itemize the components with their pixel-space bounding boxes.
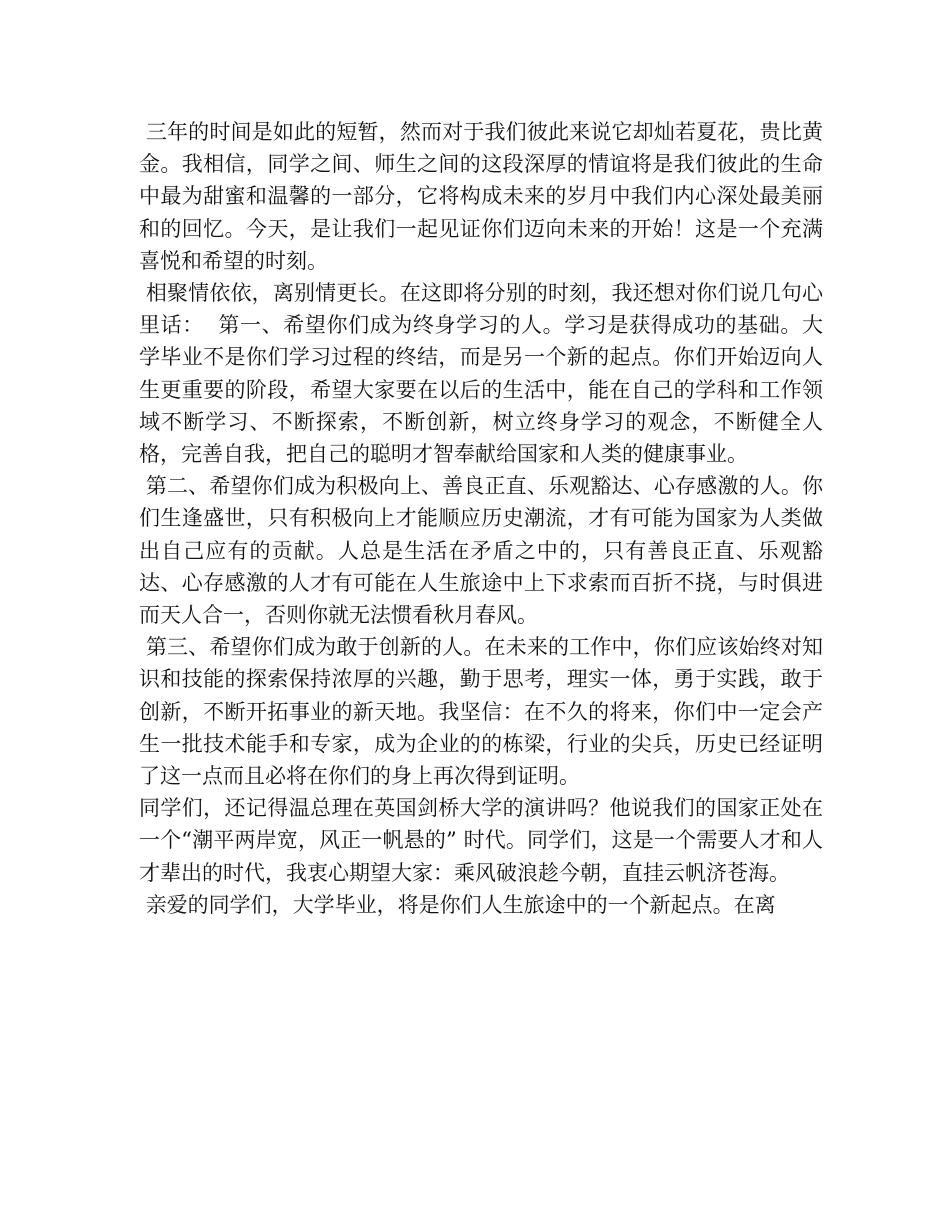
paragraph-2: 相聚情依依，离别情更长。在这即将分别的时刻，我还想对你们说几句心里话： 第一、希望你们成为终身学习的人。学习是获得成功的基础。大学毕业不是你们学习过程的终结，而是另一个新的起点。你们开始迈向人生更重要的阶段，希望大家要在以后的生活中，能在自己的学科和工作领域不断学习、不断探索，不断创新，树立终身学习的观念，不断健全人格，完善自我，把自己的聪明才智奉献给国家和人类的健康事业。 xyxy=(139,281,823,467)
paragraph-1: 三年的时间是如此的短暂，然而对于我们彼此来说它却灿若夏花，贵比黄金。我相信，同学之间、师生之间的这段深厚的情谊将是我们彼此的生命中最为甜蜜和温馨的一部分，它将构成未来的岁月中我们内心深处最美丽和的回忆。今天，是让我们一起见证你们迈向未来的开始！这是一个充满喜悦和希望的时刻。 xyxy=(139,120,823,273)
paragraph-3: 第二、希望你们成为积极向上、善良正直、乐观豁达、心存感激的人。你们生逢盛世，只有积极向上才能顺应历史潮流，才有可能为国家为人类做出自己应有的贡献。人总是生活在矛盾之中的，只有善良正直、乐观豁达、心存感激的人才有可能在人生旅途中上下求索而百折不挠，与时俱进而天人合一，否则你就无法惯看秋月春风。 xyxy=(139,474,823,628)
paragraph-5: 同学们，还记得温总理在英国剑桥大学的演讲吗？他说我们的国家正处在一个“潮平两岸宽，风正一帆悬的” 时代。同学们，这是一个需要人才和人才辈出的时代，我衷心期望大家：乘风破浪趁今朝，直挂云帆济苍海。 xyxy=(139,796,823,885)
paragraph-4: 第三、希望你们成为敢于创新的人。在未来的工作中，你们应该始终对知识和技能的探索保持浓厚的兴趣，勤于思考，理实一体，勇于实践，敢于创新，不断开拓事业的新天地。我坚信：在不久的将来，你们中一定会产生一批技术能手和专家，成为企业的的栋梁，行业的尖兵，历史已经证明了这一点而且必将在你们的身上再次得到证明。 xyxy=(139,635,823,789)
document-body xyxy=(139,116,823,921)
paragraph-6: 亲爱的同学们，大学毕业，将是你们人生旅途中的一个新起点。在离 xyxy=(139,892,776,917)
